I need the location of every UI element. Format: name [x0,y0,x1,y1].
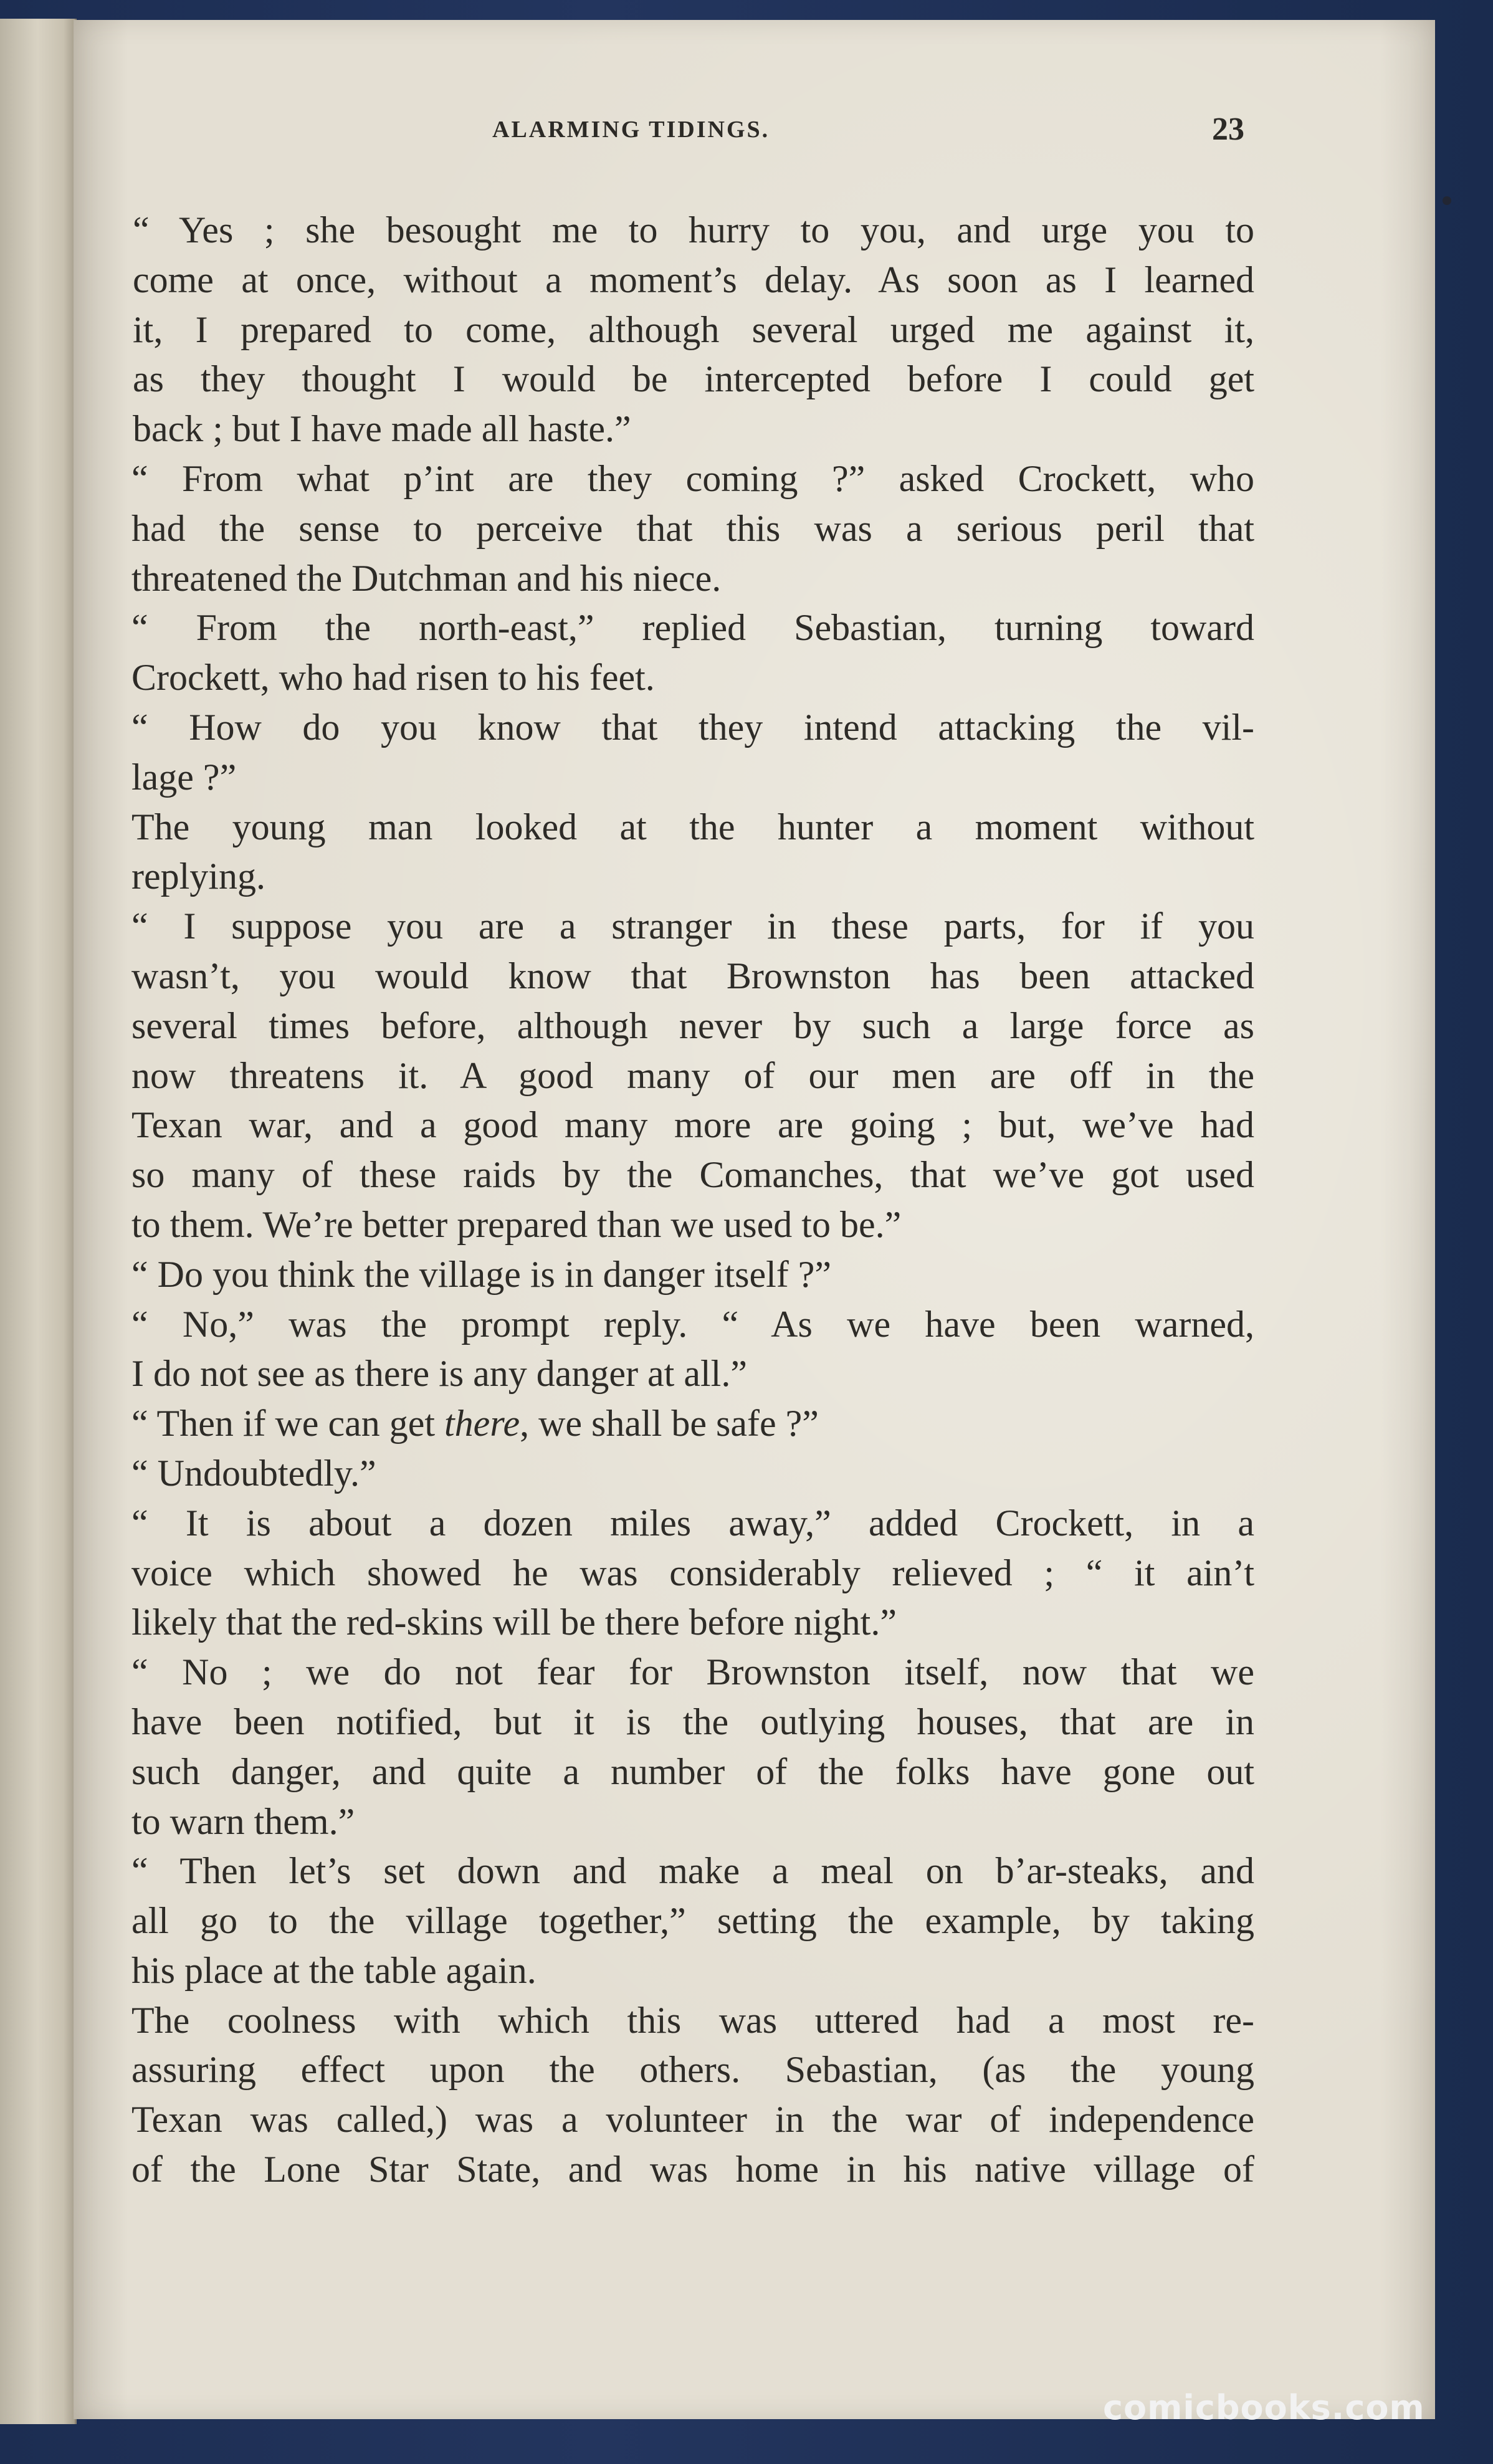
paragraph-7 [83,1250,1254,1300]
paragraph-11 [83,1499,1254,1648]
paragraph-9 [83,1399,1254,1449]
text-line: to them. We’re better prepared than we used to be.” [131,1203,902,1245]
text-line: replying. [131,856,265,897]
text-line: now threatens it. A good many of our men are off in the [131,1054,1254,1096]
text-line: “ No ; we do not fear for Brownston itself, now that we [131,1651,1254,1693]
text-line: to warn them.” [131,1800,355,1842]
text-line: so many of these raids by the Comanches, that we’ve got used [131,1154,1254,1196]
paragraph-13 [83,1846,1254,1995]
text-line: I do not see as there is any danger at all.” [131,1353,747,1395]
text-line: have been notified, but it is the outlying houses, that are in [131,1701,1254,1742]
text-line: “ It is about a dozen miles away,” added Crockett, in a [131,1502,1254,1544]
text-line: “ I suppose you are a stranger in these parts, for if you [131,905,1254,947]
italic-word: there [444,1403,520,1444]
text-line: Crockett, who had risen to his feet. [131,657,655,699]
text-line: several times before, although never by such a large force as [131,1005,1254,1046]
text-line: “ How do you know that they intend attacking the vil- [131,706,1254,748]
text-line: assuring effect upon the others. Sebastian, (as the young [131,2049,1254,2091]
text-fragment: “ Then if we can get [131,1403,445,1444]
paragraph-6 [83,902,1254,1250]
text-line: all go to the village together,” setting the example, by taking [131,1900,1254,1942]
text-line: The coolness with which this was uttered had a most re- [131,1999,1254,2041]
text-line: as they thought I would be intercepted before I could get [133,358,1254,400]
ink-smudge [1443,196,1451,205]
text-line: it, I prepared to come, although several urged me against it, [133,308,1254,350]
running-head: ALARMING TIDINGS. [492,117,770,143]
text-line: Texan was called,) was a volunteer in the war of independence [131,2099,1254,2141]
text-line: come at once, without a moment’s delay. As soon as I learned [133,259,1254,300]
paragraph-5 [83,803,1254,902]
paragraph-14 [83,1996,1254,2195]
page-number: 23 [1212,112,1244,147]
text-line: “ Yes ; she besought me to hurry to you, and urge you to [133,209,1254,251]
text-line: “ Then let’s set down and make a meal on b’ar-steaks, and [131,1850,1254,1892]
text-line: “ Undoubtedly.” [131,1452,376,1494]
watermark-logo: comicbooks.com [1103,2388,1425,2427]
text-line: had the sense to perceive that this was a serious peril that [131,507,1254,549]
paragraph-12 [83,1648,1254,1846]
body-text [83,206,1254,2195]
paragraph-2 [83,454,1254,603]
text-line: such danger, and quite a number of the folks have gone out [131,1750,1254,1792]
facing-page-edge [0,19,77,2424]
paragraph-8 [83,1300,1254,1400]
text-line [83,1399,1254,1449]
paragraph-3 [83,603,1254,703]
text-line: wasn’t, you would know that Brownston has been attacked [131,955,1254,996]
text-line: “ No,” was the prompt reply. “ As we have been warned, [131,1303,1254,1345]
text-line: “ From the north-east,” replied Sebastian, turning toward [131,607,1254,649]
text-line: “ Do you think the village is in danger itself ?” [131,1253,832,1295]
text-line: voice which showed he was considerably relieved ; “ it ain’t [131,1552,1254,1593]
text-line: lage ?” [131,756,237,798]
text-line: The young man looked at the hunter a moment without [131,806,1254,848]
text-line: “ From what p’int are they coming ?” asked Crockett, who [131,457,1254,499]
text-line: Texan war, and a good many more are going ; but, we’ve had [131,1104,1254,1146]
text-line: back ; but I have made all haste.” [133,408,631,450]
text-line: of the Lone Star State, and was home in his native village of [131,2149,1254,2190]
text-line: likely that the red-skins will be there before night.” [131,1602,897,1643]
text-line: threatened the Dutchman and his niece. [131,557,722,599]
text-fragment: , we shall be safe ?” [520,1403,819,1444]
paragraph-10 [83,1449,1254,1499]
text-line: his place at the table again. [131,1949,537,1991]
paragraph-1 [83,206,1254,454]
paragraph-4 [83,703,1254,803]
